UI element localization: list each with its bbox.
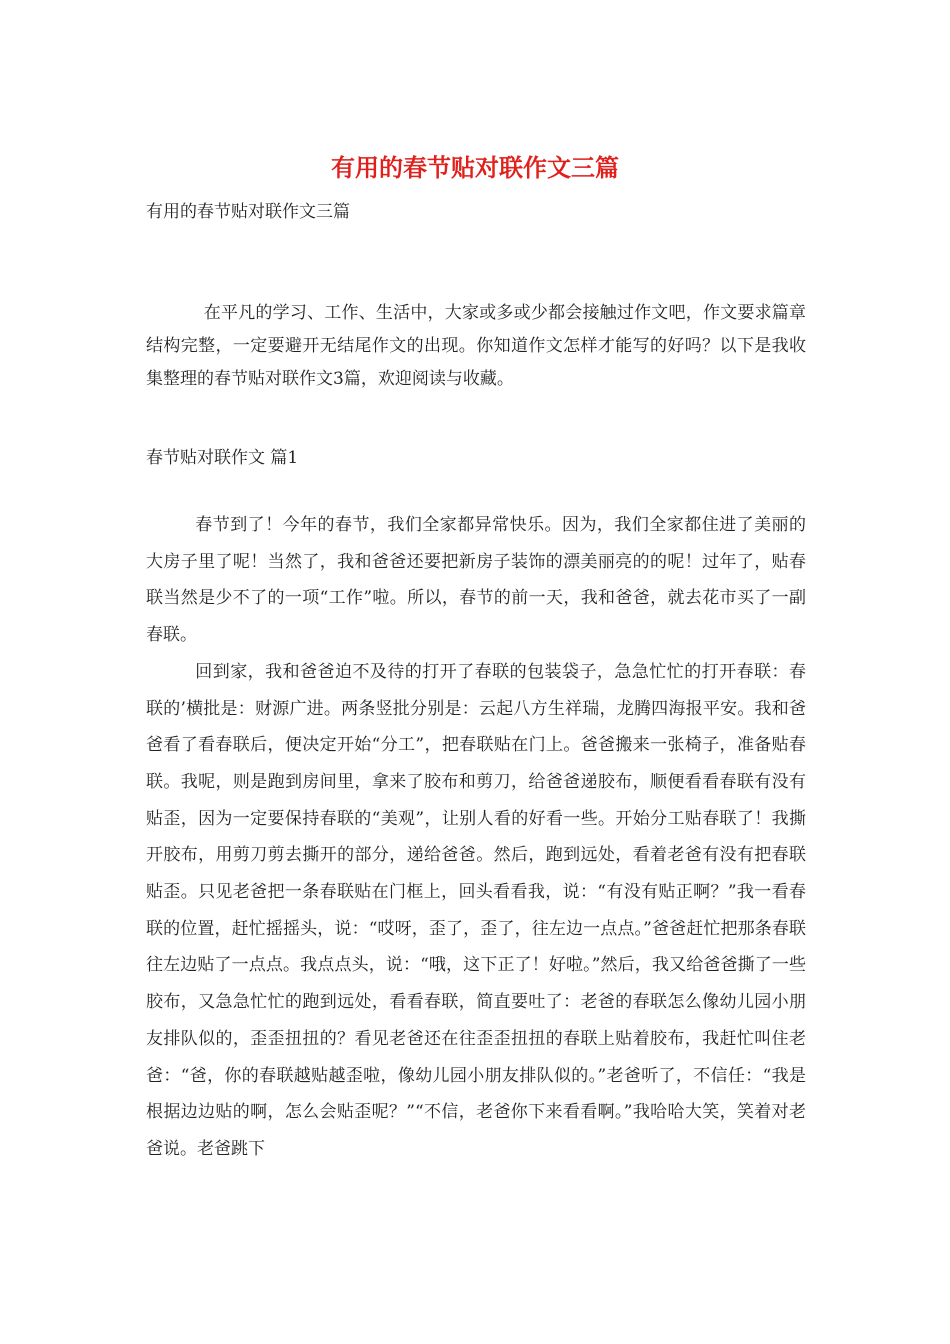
- intro-paragraph: [146, 297, 806, 396]
- essay-body: [146, 507, 806, 1168]
- intro-text: 在平凡的学习、工作、生活中，大家或多或少都会接触过作文吧，作文要求篇章结构完整，一定要避开无结尾作文的出现。你知道作文怎样才能写的好吗？以下是我收集整理的春节贴对联作文3篇，欢迎阅读与收藏。: [146, 303, 806, 389]
- document-subtitle: 有用的春节贴对联作文三篇: [146, 202, 350, 222]
- document-title: 有用的春节贴对联作文三篇: [331, 153, 619, 182]
- essay-paragraph-2: 回到家，我和爸爸迫不及待的打开了春联的包装袋子，急急忙忙的打开春联：春联的’横批是：财源广进。两条竖批分别是：云起八方生祥瑞，龙腾四海报平安。我和爸爸看了看春联后，便决定开始“分工”，把春联贴在门上。爸爸搬来一张椅子，准备贴春联。我呢，则是跑到房间里，拿来了胶布和剪刀，给爸爸递胶布，顺便看看春联有没有贴歪，因为一定要保持春联的“美观”，让别人看的好看一些。开始分工贴春联了！我撕开胶布，用剪刀剪去撕开的部分，递给爸爸。然后，跑到远处，看着老爸有没有把春联贴歪。只见老爸把一条春联贴在门框上，回头看看我，说：“有没有贴正啊？”我一看春联的位置，赶忙摇摇头，说：“哎呀，歪了，歪了，往左边一点点。”爸爸赶忙把那条春联往左边贴了一点点。我点点头，说：“哦，这下正了！好啦。”然后，我又给爸爸撕了一些胶布，又急急忙忙的跑到远处，看看春联，简直要吐了：老爸的春联怎么像幼儿园小朋友排队似的，歪歪扭扭的？看见老爸还在往歪歪扭扭的春联上贴着胶布，我赶忙叫住老爸：“爸，你的春联越贴越歪啦，像幼儿园小朋友排队似的。”老爸听了，不信任：“我是根据边边贴的啊，怎么会贴歪呢？”“不信，老爸你下来看看啊。”我哈哈大笑，笑着对老爸说。老爸跳下: [146, 661, 806, 1159]
- essay-paragraph-1: 春节到了！今年的春节，我们全家都异常快乐。因为，我们全家都住进了美丽的大房子里了呢！当然了，我和爸爸还要把新房子装饰的漂美丽亮的的呢！过年了，贴春联当然是少不了的一项“工作”啦。所以，春节的前一天，我和爸爸，就去花市买了一副春联。: [146, 515, 806, 646]
- section-heading: 春节贴对联作文 篇1: [146, 448, 299, 468]
